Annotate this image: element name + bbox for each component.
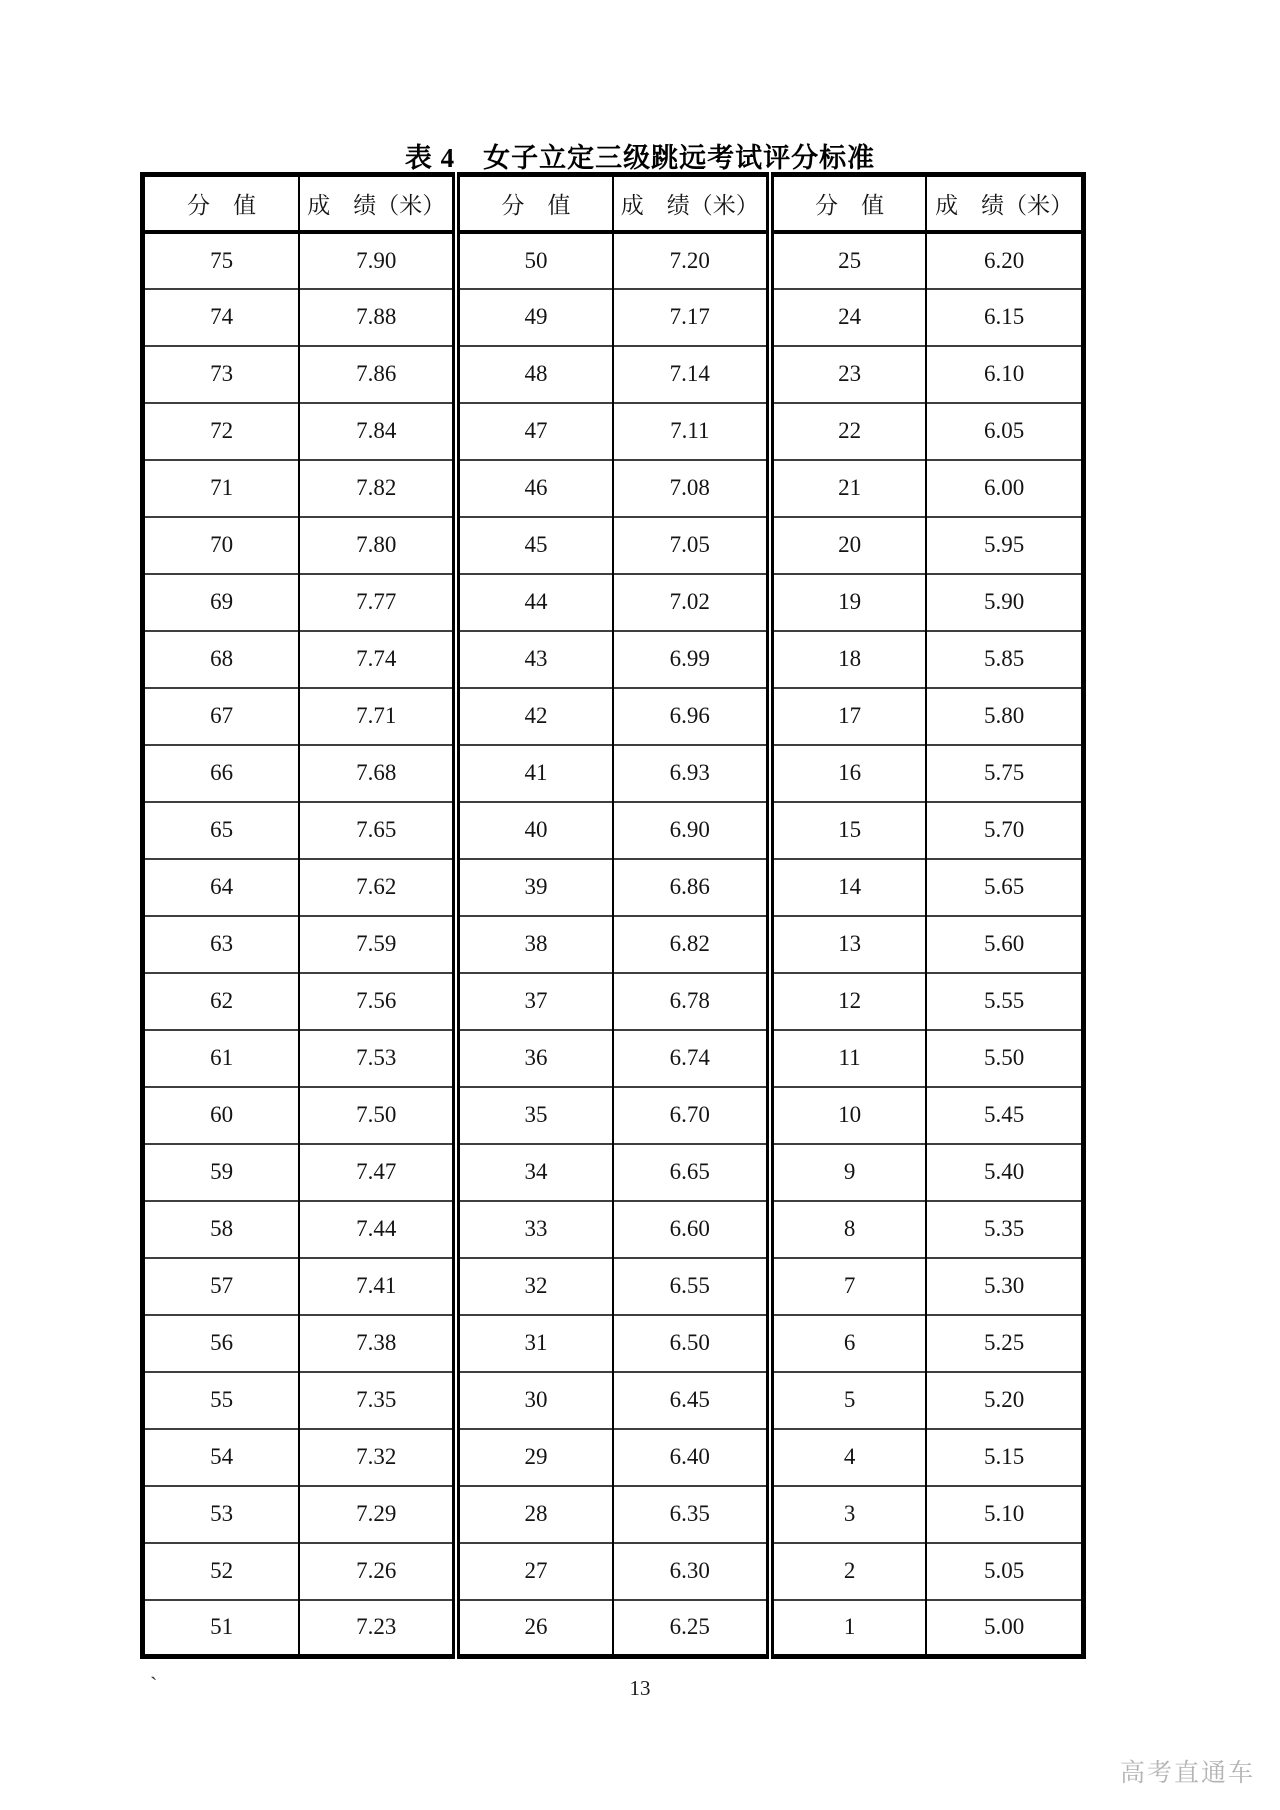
result-cell: 7.29: [299, 1486, 456, 1543]
result-cell: 6.70: [613, 1087, 770, 1144]
result-cell: 7.41: [299, 1258, 456, 1315]
result-cell: 7.71: [299, 688, 456, 745]
score-cell: 32: [456, 1258, 613, 1315]
score-cell: 53: [143, 1486, 300, 1543]
score-cell: 10: [770, 1087, 927, 1144]
result-cell: 5.50: [926, 1030, 1083, 1087]
score-cell: 6: [770, 1315, 927, 1372]
score-cell: 12: [770, 973, 927, 1030]
result-cell: 6.60: [613, 1201, 770, 1258]
result-cell: 6.20: [926, 232, 1083, 289]
table-row: [143, 688, 1084, 745]
score-cell: 25: [770, 232, 927, 289]
score-cell: 27: [456, 1543, 613, 1600]
result-cell: 7.65: [299, 802, 456, 859]
header-result-label: 成 绩（米）: [299, 175, 456, 232]
result-cell: 7.84: [299, 403, 456, 460]
table-row: [143, 745, 1084, 802]
header-result-label: 成 绩（米）: [613, 175, 770, 232]
header-score-label: 分 值: [143, 175, 300, 232]
scoring-table: [140, 172, 1086, 1659]
score-cell: 4: [770, 1429, 927, 1486]
score-cell: 59: [143, 1144, 300, 1201]
result-cell: 6.86: [613, 859, 770, 916]
result-cell: 5.80: [926, 688, 1083, 745]
score-cell: 13: [770, 916, 927, 973]
result-cell: 7.23: [299, 1600, 456, 1657]
result-cell: 5.15: [926, 1429, 1083, 1486]
score-cell: 49: [456, 289, 613, 346]
table-row: [143, 1600, 1084, 1657]
result-cell: 7.90: [299, 232, 456, 289]
result-cell: 6.93: [613, 745, 770, 802]
score-cell: 72: [143, 403, 300, 460]
result-cell: 7.56: [299, 973, 456, 1030]
score-cell: 62: [143, 973, 300, 1030]
score-cell: 5: [770, 1372, 927, 1429]
table-row: [143, 403, 1084, 460]
score-cell: 11: [770, 1030, 927, 1087]
result-cell: 7.11: [613, 403, 770, 460]
score-cell: 51: [143, 1600, 300, 1657]
score-cell: 70: [143, 517, 300, 574]
score-cell: 67: [143, 688, 300, 745]
score-cell: 47: [456, 403, 613, 460]
result-cell: 7.88: [299, 289, 456, 346]
score-cell: 34: [456, 1144, 613, 1201]
score-cell: 19: [770, 574, 927, 631]
header-score-label: 分 值: [770, 175, 927, 232]
result-cell: 6.15: [926, 289, 1083, 346]
table-row: [143, 574, 1084, 631]
result-cell: 6.90: [613, 802, 770, 859]
score-cell: 14: [770, 859, 927, 916]
score-cell: 8: [770, 1201, 927, 1258]
score-cell: 16: [770, 745, 927, 802]
table-row: [143, 1429, 1084, 1486]
result-cell: 7.77: [299, 574, 456, 631]
result-cell: 6.96: [613, 688, 770, 745]
watermark-text: 高考直通车: [1119, 1759, 1255, 1787]
score-cell: 15: [770, 802, 927, 859]
result-cell: 7.26: [299, 1543, 456, 1600]
score-cell: 63: [143, 916, 300, 973]
score-cell: 28: [456, 1486, 613, 1543]
result-cell: 5.55: [926, 973, 1083, 1030]
table-row: [143, 1486, 1084, 1543]
score-cell: 44: [456, 574, 613, 631]
score-cell: 58: [143, 1201, 300, 1258]
result-cell: 5.85: [926, 631, 1083, 688]
result-cell: 7.59: [299, 916, 456, 973]
result-cell: 6.25: [613, 1600, 770, 1657]
result-cell: 5.10: [926, 1486, 1083, 1543]
result-cell: 6.35: [613, 1486, 770, 1543]
table-row: [143, 1372, 1084, 1429]
result-cell: 5.30: [926, 1258, 1083, 1315]
score-cell: 60: [143, 1087, 300, 1144]
result-cell: 7.62: [299, 859, 456, 916]
score-cell: 9: [770, 1144, 927, 1201]
table-row: [143, 973, 1084, 1030]
score-cell: 29: [456, 1429, 613, 1486]
score-cell: 7: [770, 1258, 927, 1315]
table-row: [143, 916, 1084, 973]
score-cell: 18: [770, 631, 927, 688]
score-cell: 52: [143, 1543, 300, 1600]
table-row: [143, 1315, 1084, 1372]
result-cell: 5.95: [926, 517, 1083, 574]
result-cell: 7.74: [299, 631, 456, 688]
result-cell: 5.00: [926, 1600, 1083, 1657]
score-cell: 56: [143, 1315, 300, 1372]
score-cell: 42: [456, 688, 613, 745]
score-cell: 37: [456, 973, 613, 1030]
table-row: [143, 1144, 1084, 1201]
score-cell: 38: [456, 916, 613, 973]
result-cell: 5.25: [926, 1315, 1083, 1372]
stray-mark: `: [150, 1672, 158, 1697]
score-cell: 61: [143, 1030, 300, 1087]
table-row: [143, 1201, 1084, 1258]
table-row: [143, 859, 1084, 916]
score-cell: 30: [456, 1372, 613, 1429]
result-cell: 7.82: [299, 460, 456, 517]
score-cell: 48: [456, 346, 613, 403]
table-row: [143, 232, 1084, 289]
score-cell: 20: [770, 517, 927, 574]
result-cell: 5.40: [926, 1144, 1083, 1201]
result-cell: 6.00: [926, 460, 1083, 517]
result-cell: 5.90: [926, 574, 1083, 631]
score-cell: 74: [143, 289, 300, 346]
result-cell: 5.05: [926, 1543, 1083, 1600]
result-cell: 6.99: [613, 631, 770, 688]
score-cell: 68: [143, 631, 300, 688]
score-cell: 66: [143, 745, 300, 802]
score-cell: 2: [770, 1543, 927, 1600]
table-row: [143, 1030, 1084, 1087]
score-cell: 39: [456, 859, 613, 916]
score-cell: 69: [143, 574, 300, 631]
result-cell: 6.10: [926, 346, 1083, 403]
score-cell: 17: [770, 688, 927, 745]
score-cell: 57: [143, 1258, 300, 1315]
result-cell: 5.60: [926, 916, 1083, 973]
result-cell: 6.30: [613, 1543, 770, 1600]
result-cell: 7.80: [299, 517, 456, 574]
table-row: [143, 1258, 1084, 1315]
header-row: [143, 175, 1084, 232]
header-score-label: 分 值: [456, 175, 613, 232]
score-cell: 23: [770, 346, 927, 403]
result-cell: 5.20: [926, 1372, 1083, 1429]
score-table-body: [143, 232, 1084, 1657]
result-cell: 6.78: [613, 973, 770, 1030]
table-title: 表 4 女子立定三级跳远考试评分标准: [404, 143, 876, 173]
scoring-table-header: [143, 175, 1084, 232]
score-cell: 40: [456, 802, 613, 859]
score-cell: 24: [770, 289, 927, 346]
score-cell: 65: [143, 802, 300, 859]
result-cell: 6.45: [613, 1372, 770, 1429]
result-cell: 7.35: [299, 1372, 456, 1429]
score-cell: 75: [143, 232, 300, 289]
table-row: [143, 460, 1084, 517]
result-cell: 7.14: [613, 346, 770, 403]
result-cell: 5.45: [926, 1087, 1083, 1144]
result-cell: 6.40: [613, 1429, 770, 1486]
table-row: [143, 1087, 1084, 1144]
score-cell: 26: [456, 1600, 613, 1657]
score-cell: 54: [143, 1429, 300, 1486]
result-cell: 5.35: [926, 1201, 1083, 1258]
result-cell: 7.05: [613, 517, 770, 574]
result-cell: 7.08: [613, 460, 770, 517]
score-cell: 1: [770, 1600, 927, 1657]
score-cell: 73: [143, 346, 300, 403]
score-cell: 45: [456, 517, 613, 574]
result-cell: 6.05: [926, 403, 1083, 460]
score-cell: 22: [770, 403, 927, 460]
result-cell: 7.68: [299, 745, 456, 802]
table-row: [143, 346, 1084, 403]
score-cell: 36: [456, 1030, 613, 1087]
score-cell: 46: [456, 460, 613, 517]
score-cell: 35: [456, 1087, 613, 1144]
result-cell: 7.38: [299, 1315, 456, 1372]
result-cell: 6.50: [613, 1315, 770, 1372]
score-cell: 3: [770, 1486, 927, 1543]
table-row: [143, 1543, 1084, 1600]
result-cell: 5.70: [926, 802, 1083, 859]
score-cell: 31: [456, 1315, 613, 1372]
result-cell: 5.75: [926, 745, 1083, 802]
result-cell: 6.82: [613, 916, 770, 973]
score-cell: 55: [143, 1372, 300, 1429]
score-cell: 50: [456, 232, 613, 289]
table-row: [143, 802, 1084, 859]
result-cell: 7.17: [613, 289, 770, 346]
page-number: 13: [629, 1676, 651, 1700]
table-row: [143, 631, 1084, 688]
result-cell: 5.65: [926, 859, 1083, 916]
result-cell: 7.44: [299, 1201, 456, 1258]
result-cell: 7.50: [299, 1087, 456, 1144]
result-cell: 6.55: [613, 1258, 770, 1315]
result-cell: 7.86: [299, 346, 456, 403]
score-cell: 33: [456, 1201, 613, 1258]
score-cell: 71: [143, 460, 300, 517]
result-cell: 6.65: [613, 1144, 770, 1201]
table-row: [143, 289, 1084, 346]
table-row: [143, 517, 1084, 574]
score-cell: 41: [456, 745, 613, 802]
result-cell: 6.74: [613, 1030, 770, 1087]
result-cell: 7.47: [299, 1144, 456, 1201]
score-cell: 21: [770, 460, 927, 517]
result-cell: 7.32: [299, 1429, 456, 1486]
result-cell: 7.20: [613, 232, 770, 289]
score-cell: 43: [456, 631, 613, 688]
score-cell: 64: [143, 859, 300, 916]
result-cell: 7.53: [299, 1030, 456, 1087]
header-result-label: 成 绩（米）: [926, 175, 1083, 232]
result-cell: 7.02: [613, 574, 770, 631]
